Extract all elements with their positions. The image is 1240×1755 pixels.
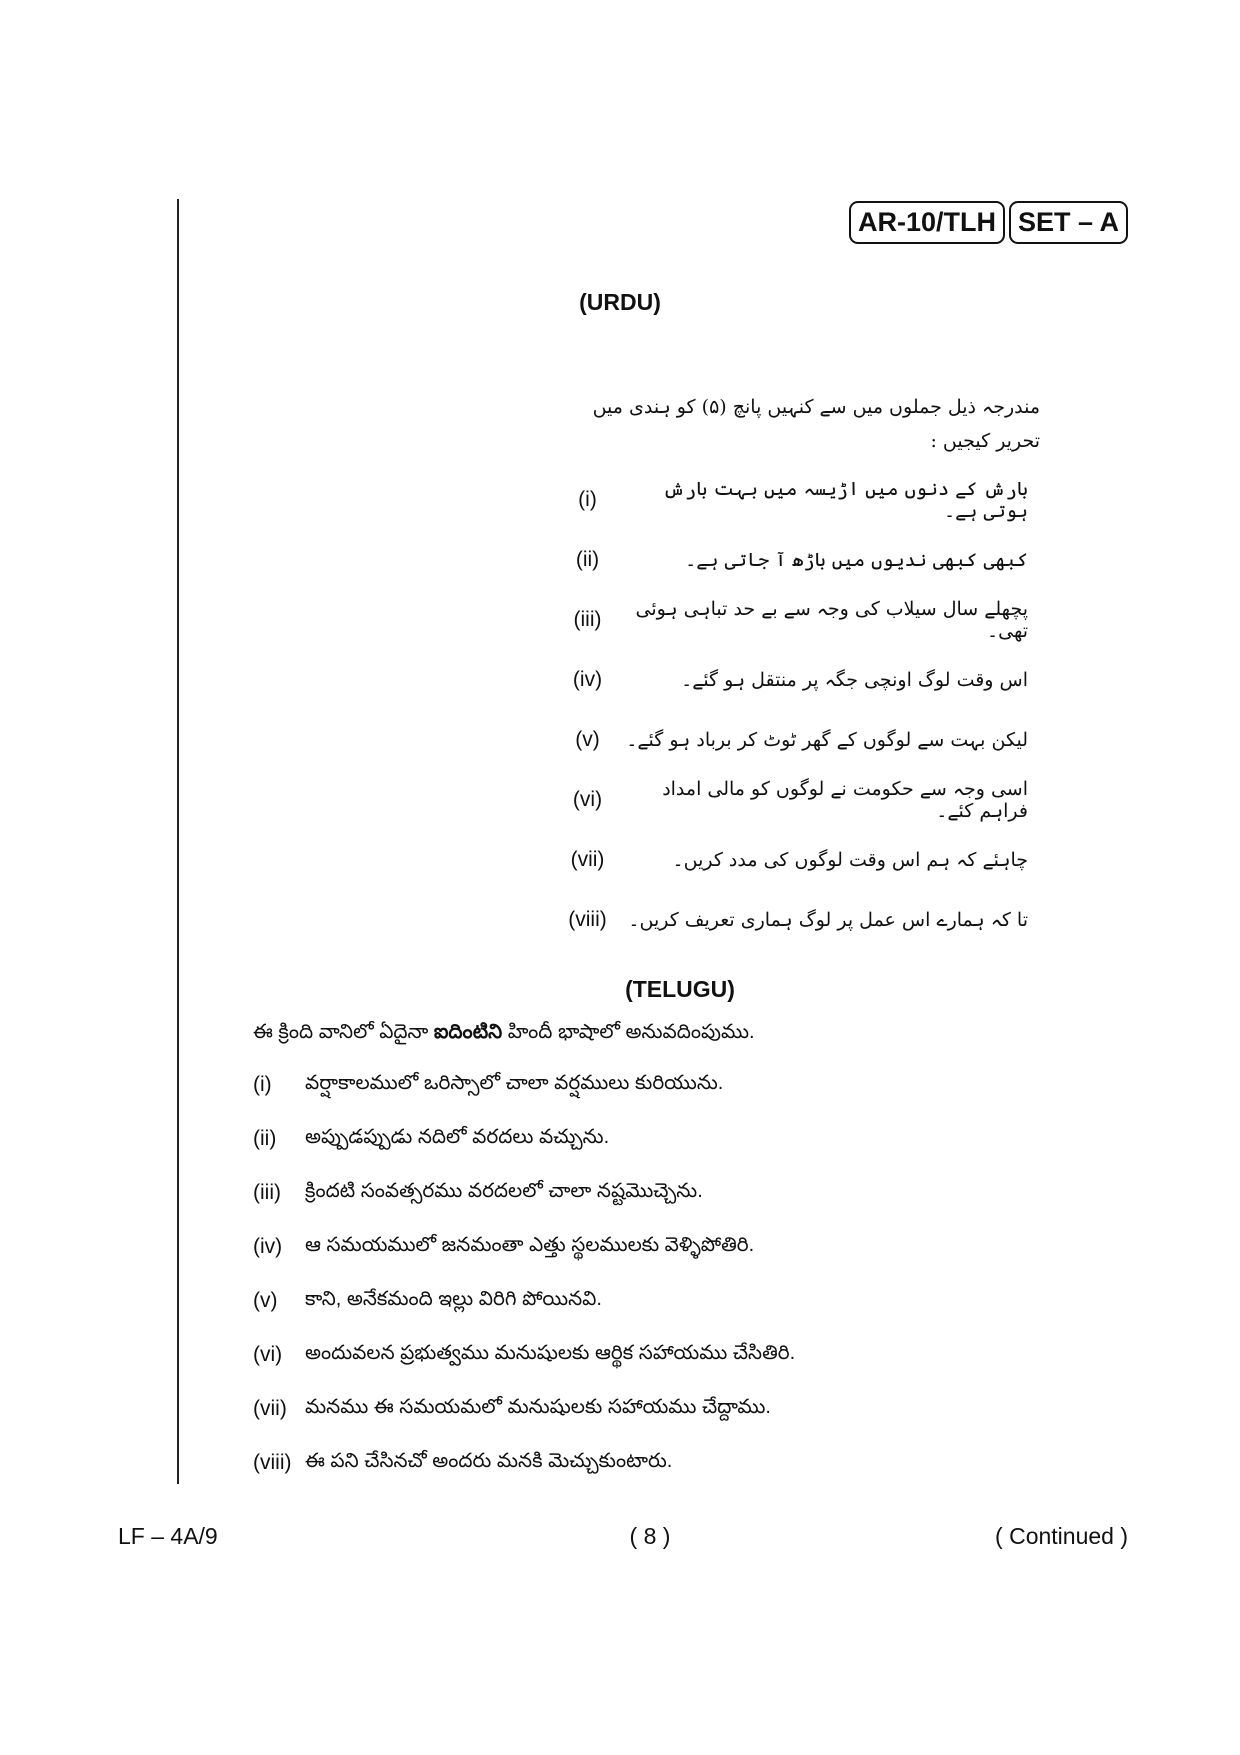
urdu-section bbox=[560, 390, 1040, 950]
list-item bbox=[560, 830, 1040, 890]
continued-label: ( Continued ) bbox=[995, 1523, 1128, 1549]
instruction-text: ఈ క్రింది వానిలో ఏదైనా bbox=[253, 1021, 434, 1043]
telugu-sentence: ఆ సమయములో జనమంతా ఎత్తు స్థలములకు వెళ్ళిపోతిరి. bbox=[305, 1233, 755, 1256]
urdu-sentence: تا کہ ہمارے اس عمل پر لوگ ہماری تعریف کریں۔ bbox=[628, 909, 1028, 931]
list-item bbox=[253, 1274, 1153, 1328]
list-item bbox=[253, 1436, 1153, 1490]
paper-code-box: AR-10/TLH bbox=[849, 201, 1005, 244]
list-item bbox=[560, 590, 1040, 650]
item-number: (vi) bbox=[253, 1343, 283, 1366]
list-item bbox=[560, 770, 1040, 830]
instruction-emphasis: ఐదింటిని bbox=[433, 1021, 503, 1043]
item-number: (iii) bbox=[253, 1181, 281, 1204]
item-number: (ii) bbox=[575, 548, 600, 571]
urdu-sentence: اس وقت لوگ اونچی جگہ پر منتقل ہو گئے۔ bbox=[681, 669, 1028, 691]
urdu-sentence: بارش کے دنوں میں اڑیسہ میں بہت بارش ہوتی ہے۔ bbox=[662, 478, 1028, 522]
paper-code-header bbox=[849, 201, 1128, 244]
telugu-section bbox=[253, 1012, 1153, 1490]
set-box: SET – A bbox=[1009, 201, 1128, 244]
item-number: (vi) bbox=[572, 788, 603, 811]
list-item bbox=[560, 710, 1040, 770]
urdu-sentence: لیکن بہت سے لوگوں کے گھر ٹوٹ کر برباد ہو گئے۔ bbox=[626, 729, 1028, 751]
item-number: (i) bbox=[253, 1073, 272, 1096]
list-item bbox=[560, 470, 1040, 530]
telugu-sentence: వర్షాకాలములో ఒరిస్సాలో చాలా వర్షములు కురియును. bbox=[305, 1071, 724, 1094]
urdu-sentence: کبھی کبھی ندیوں میں باڑھ آ جاتی ہے۔ bbox=[685, 549, 1028, 571]
item-number: (v) bbox=[253, 1289, 278, 1312]
telugu-heading: (TELUGU) bbox=[625, 976, 735, 1002]
telugu-sentence: ఈ పని చేసినచో అందరు మనకి మెచ్చుకుంటారు. bbox=[305, 1449, 673, 1472]
telugu-instruction bbox=[253, 1012, 1153, 1052]
telugu-sentence: అందువలన ప్రభుత్వము మనుషులకు ఆర్థిక సహాయము చేసితిరి. bbox=[305, 1341, 796, 1364]
item-number: (iv) bbox=[572, 668, 603, 691]
telugu-sentence: అప్పుడప్పుడు నదిలో వరదలు వచ్చును. bbox=[305, 1125, 610, 1148]
item-number: (ii) bbox=[253, 1127, 277, 1150]
list-item bbox=[560, 530, 1040, 590]
telugu-sentence: మనము ఈ సమయమలో మనుషులకు సహాయము చేద్దాము. bbox=[305, 1395, 771, 1418]
list-item bbox=[253, 1382, 1153, 1436]
item-number: (iii) bbox=[573, 608, 602, 631]
margin-line bbox=[177, 199, 179, 1484]
list-item bbox=[253, 1166, 1153, 1220]
item-number: (v) bbox=[575, 728, 600, 751]
item-number: (viii) bbox=[253, 1451, 292, 1474]
list-item bbox=[253, 1328, 1153, 1382]
page-number: ( 8 ) bbox=[629, 1523, 671, 1549]
item-number: (vii) bbox=[570, 848, 605, 871]
telugu-sentence: కాని, అనేకమంది ఇల్లు విరిగి పోయినవి. bbox=[305, 1287, 602, 1310]
item-number: (vii) bbox=[253, 1397, 287, 1420]
instruction-text: హిందీ భాషాలో అనువదింపుము. bbox=[502, 1021, 755, 1043]
list-item bbox=[253, 1058, 1153, 1112]
urdu-heading: (URDU) bbox=[579, 289, 661, 315]
footer-paper-code: LF – 4A/9 bbox=[118, 1523, 218, 1549]
list-item bbox=[253, 1112, 1153, 1166]
urdu-instruction: مندرجہ ذیل جملوں میں سے کنہیں پانچ (۵) کو ہندی میں تحریر کیجیں : bbox=[592, 396, 1040, 452]
urdu-sentence: اسی وجہ سے حکومت نے لوگوں کو مالی امداد فراہم کئے۔ bbox=[662, 778, 1028, 822]
item-number: (iv) bbox=[253, 1235, 283, 1258]
list-item bbox=[560, 890, 1040, 950]
item-number: (viii) bbox=[568, 908, 607, 931]
item-number: (i) bbox=[578, 488, 597, 511]
urdu-sentence: پچھلے سال سیلاب کی وجہ سے بے حد تباہی ہوئی تھی۔ bbox=[635, 598, 1028, 642]
list-item bbox=[253, 1220, 1153, 1274]
list-item bbox=[560, 650, 1040, 710]
urdu-sentence: چاہئے کہ ہم اس وقت لوگوں کی مدد کریں۔ bbox=[672, 849, 1028, 871]
telugu-sentence: క్రిందటి సంవత్సరము వరదలలో చాలా నష్టమొచ్చెను. bbox=[305, 1179, 703, 1202]
